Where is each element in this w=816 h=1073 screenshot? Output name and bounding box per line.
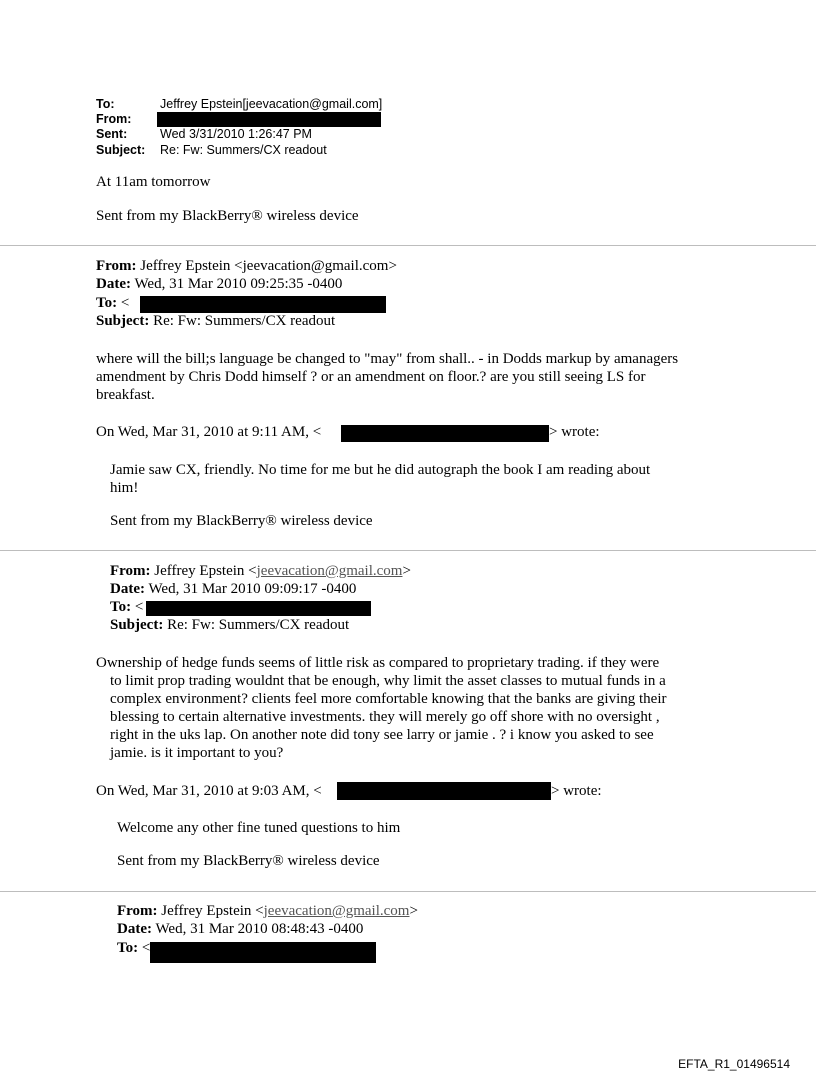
to-prefix: < [141, 940, 151, 956]
body-line: complex environment? clients feel more comfortable knowing that the banks are giving their [110, 691, 667, 707]
quote-line: him! [110, 480, 139, 496]
from-end: > [402, 563, 411, 579]
date-line [110, 581, 356, 598]
document-id: EFTA_R1_01496514 [678, 1057, 790, 1071]
redaction-bar [341, 425, 549, 442]
from-label: From: [96, 258, 137, 274]
body-line: right in the uks lap. On another note did tony see larry or jamie . ? i know you asked to see [110, 727, 654, 743]
to-label: To: [96, 97, 115, 111]
divider [0, 550, 816, 551]
date-label: Date: [96, 276, 131, 292]
to-line [96, 295, 129, 312]
signature: Sent from my BlackBerry® wireless device [117, 853, 380, 869]
body-line: to limit prop trading wouldnt that be enough, why limit the asset classes to mutual funds in a [110, 673, 666, 689]
redaction-bar [140, 296, 386, 313]
body-line: amendment by Chris Dodd himself ? or an amendment on floor.? are you still seeing LS for [96, 369, 646, 385]
quote-line: Jamie saw CX, friendly. No time for me but he did autograph the book I am reading about [110, 462, 651, 478]
to-label: To: [117, 940, 139, 956]
to-prefix: < [134, 599, 144, 615]
body-line: blessing to certain alternative investments. they will merely go off shore with no oversight , [110, 709, 660, 725]
date-value: Wed, 31 Mar 2010 09:09:17 -0400 [148, 581, 357, 597]
from-label: From: [110, 563, 151, 579]
divider [0, 245, 816, 246]
body-line: where will the bill;s language be changed to "may" from shall.. - in Dodds markup by amanagers [96, 351, 679, 367]
from-name: Jeffrey Epstein < [154, 563, 257, 579]
redaction-bar [146, 601, 371, 616]
message-body [96, 350, 678, 404]
to-label: To: [96, 295, 118, 311]
from-label: From: [117, 903, 158, 919]
date-line [117, 921, 363, 938]
wrote-suffix: > wrote: [549, 424, 600, 440]
to-prefix: < [120, 295, 130, 311]
quote-line: Welcome any other fine tuned questions to him [117, 820, 401, 836]
email-link[interactable]: jeevacation@gmail.com [256, 563, 403, 579]
from-name: Jeffrey Epstein < [161, 903, 264, 919]
redaction-bar [337, 782, 551, 800]
subject-label: Subject: [110, 617, 164, 633]
subject-label: Subject: [96, 313, 150, 329]
date-line [96, 276, 342, 293]
from-line [117, 903, 418, 920]
wrote-prefix: On Wed, Mar 31, 2010 at 9:11 AM, < [96, 424, 322, 440]
from-end: > [409, 903, 418, 919]
sent-value: Wed 3/31/2010 1:26:47 PM [160, 127, 312, 141]
from-line [110, 563, 411, 580]
subject-value: Re: Fw: Summers/CX readout [160, 143, 327, 157]
body-line: Ownership of hedge funds seems of little risk as compared to proprietary trading. if they were [96, 655, 660, 671]
email-link[interactable]: jeevacation@gmail.com [263, 903, 410, 919]
to-label: To: [110, 599, 132, 615]
body-line: jamie. is it important to you? [110, 745, 284, 761]
wrote-prefix: On Wed, Mar 31, 2010 at 9:03 AM, < [96, 783, 322, 799]
date-label: Date: [117, 921, 152, 937]
body-line: breakfast. [96, 387, 155, 403]
quoted-text [110, 461, 650, 497]
to-value: Jeffrey Epstein[jeevacation@gmail.com] [160, 97, 383, 111]
sent-label: Sent: [96, 127, 128, 141]
from-line [96, 258, 397, 275]
from-value: Jeffrey Epstein <jeevacation@gmail.com> [140, 258, 397, 274]
to-line [110, 599, 143, 616]
wrote-suffix: > wrote: [551, 783, 602, 799]
date-value: Wed, 31 Mar 2010 08:48:43 -0400 [155, 921, 364, 937]
subject-value: Re: Fw: Summers/CX readout [167, 617, 350, 633]
subject-line [110, 617, 349, 634]
from-label: From: [96, 112, 132, 126]
signature: Sent from my BlackBerry® wireless device [96, 208, 359, 224]
to-line [117, 940, 150, 957]
redaction-bar [157, 112, 381, 127]
body-line: At 11am tomorrow [96, 174, 211, 190]
subject-line [96, 313, 335, 330]
signature: Sent from my BlackBerry® wireless device [110, 513, 373, 529]
subject-value: Re: Fw: Summers/CX readout [153, 313, 336, 329]
date-label: Date: [110, 581, 145, 597]
subject-label: Subject: [96, 143, 146, 157]
divider [0, 891, 816, 892]
redaction-bar [150, 942, 376, 963]
date-value: Wed, 31 Mar 2010 09:25:35 -0400 [134, 276, 343, 292]
message-body [96, 654, 667, 762]
